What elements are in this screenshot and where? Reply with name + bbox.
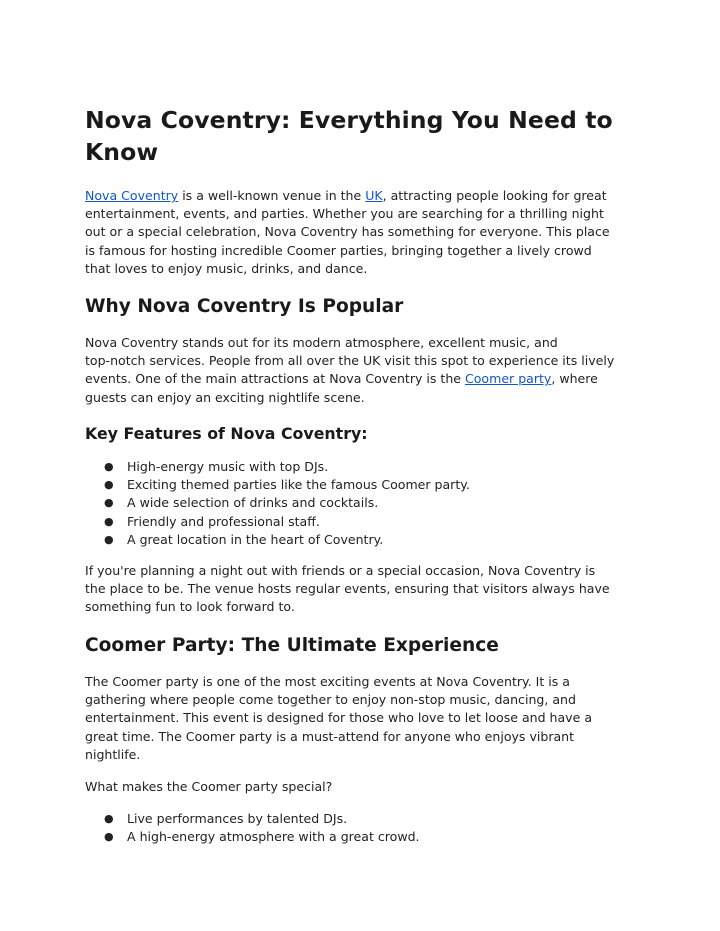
popular-paragraph (85, 334, 645, 407)
planning-text: something fun to look forward to. (85, 599, 295, 615)
intro-text: is famous for hosting incredible Coomer parties, bringing together a lively crowd (85, 242, 592, 258)
coomer-party-link[interactable]: Coomer party (465, 371, 552, 387)
uk-link[interactable]: UK (365, 188, 383, 203)
planning-paragraph (85, 562, 645, 617)
list-item: ● A great location in the heart of Coventry. (85, 531, 645, 549)
popular-text: guests can enjoy an exciting nightlife scene. (85, 389, 365, 405)
list-item: ● A wide selection of drinks and cocktails. (85, 494, 645, 512)
coomer-text: gathering where people come together to enjoy non-stop music, dancing, and (85, 692, 576, 708)
list-item: ● Friendly and professional staff. (85, 513, 645, 531)
intro-paragraph (85, 187, 645, 278)
intro-text: that loves to enjoy music, drinks, and dance. (85, 260, 368, 276)
bullet-icon: ● (104, 514, 114, 528)
popular-text: , where (551, 371, 598, 387)
page-title: Nova Coventry: Everything You Need to Know (85, 106, 613, 166)
coomer-text: The Coomer party is one of the most exciting events at Nova Coventry. It is a (85, 674, 570, 689)
popular-text: top-notch services. People from all over the UK visit this spot to experience its lively (85, 353, 615, 369)
key-features-list (85, 458, 645, 549)
nova-coventry-link[interactable]: Nova Coventry (85, 188, 179, 203)
intro-text: is a well-known venue in the (178, 188, 366, 203)
bullet-icon: ● (104, 532, 114, 546)
intro-text: entertainment, events, and parties. Whether you are searching for a thrilling night (85, 206, 604, 222)
list-item: ● Live performances by talented DJs. (85, 810, 645, 828)
coomer-question: What makes the Coomer party special? (85, 779, 333, 794)
bullet-icon: ● (104, 812, 114, 825)
section-heading-coomer: Coomer Party: The Ultimate Experience (85, 635, 499, 656)
bullet-icon: ● (104, 478, 114, 492)
coomer-features-list (85, 810, 645, 846)
planning-text: If you're planning a night out with friends or a special occasion, Nova Coventry is (85, 563, 596, 578)
popular-text: events. One of the main attractions at Nova Coventry is the (85, 371, 465, 387)
coomer-text: entertainment. This event is designed for those who love to let loose and have a (85, 710, 593, 726)
intro-text: , attracting people looking for great (382, 188, 607, 203)
list-item: ● High-energy music with top DJs. (85, 458, 645, 476)
coomer-paragraph (85, 673, 645, 764)
key-features-heading: Key Features of Nova Coventry: (85, 424, 368, 443)
bullet-icon: ● (104, 830, 114, 844)
coomer-text: nightlife. (85, 746, 141, 762)
list-item: ● A high-energy atmosphere with a great crowd. (85, 828, 645, 846)
intro-text: out or a special celebration, Nova Coventry has something for everyone. This place (85, 224, 610, 240)
bullet-icon: ● (104, 496, 114, 510)
bullet-icon: ● (104, 460, 114, 473)
section-heading-popular: Why Nova Coventry Is Popular (85, 296, 404, 317)
coomer-text: great time. The Coomer party is a must-attend for anyone who enjoys vibrant (85, 728, 575, 744)
popular-text: Nova Coventry stands out for its modern atmosphere, excellent music, and (85, 335, 558, 350)
planning-text: the place to be. The venue hosts regular events, ensuring that visitors always have (85, 581, 610, 597)
list-item: ● Exciting themed parties like the famous Coomer party. (85, 476, 645, 494)
